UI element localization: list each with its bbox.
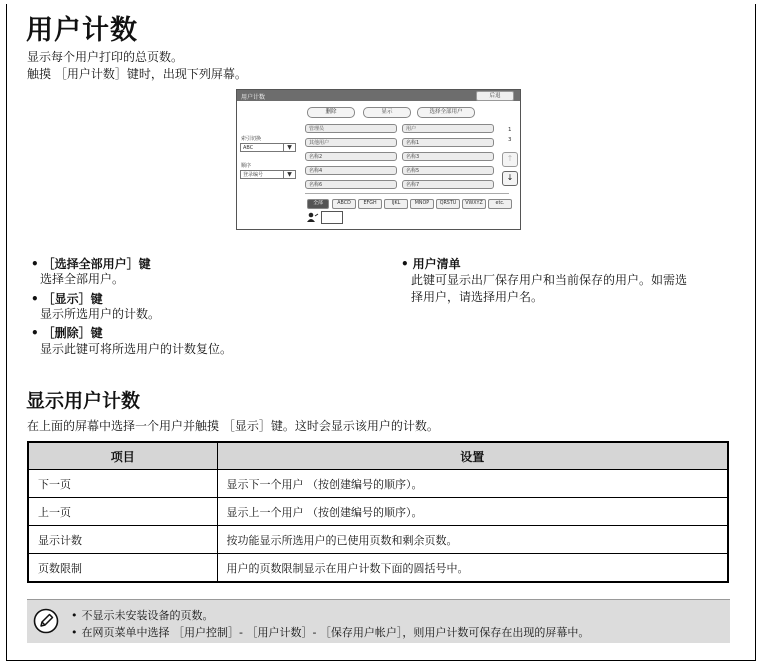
bullet-head-user-list: • 用户清单 bbox=[401, 257, 461, 271]
tab-ijkl[interactable]: IJKL bbox=[384, 199, 408, 209]
user-item[interactable]: 名称6 bbox=[305, 180, 397, 189]
order-label: 顺序 bbox=[241, 163, 252, 169]
bullet-head-display: • ［显示］键 bbox=[31, 292, 103, 306]
intro-line-2: 触摸 ［用户计数］键时，出现下列屏幕。 bbox=[27, 67, 247, 81]
dropdown-arrow-icon: ▼ bbox=[283, 171, 295, 178]
table-cell: 用户的页数限制显示在用户计数下面的圆括号中。 bbox=[217, 554, 728, 583]
user-item[interactable]: 名称2 bbox=[305, 152, 397, 161]
divider bbox=[305, 193, 509, 194]
section-intro: 在上面的屏幕中选择一个用户并触摸 ［显示］键。这时会显示该用户的计数。 bbox=[27, 419, 439, 433]
scroll-up-icon[interactable]: ↑ bbox=[502, 152, 518, 167]
display-button[interactable]: 显示 bbox=[363, 107, 411, 118]
user-item[interactable]: 名称3 bbox=[402, 152, 494, 161]
section-title: 显示用户计数 bbox=[26, 390, 141, 412]
table-cell: 页数限制 bbox=[28, 554, 217, 583]
settings-table bbox=[27, 441, 729, 583]
bullet-text-user-list-2: 择用户，请选择用户名。 bbox=[411, 290, 544, 304]
table-header-setting: 设置 bbox=[217, 442, 728, 470]
table-cell: 按功能显示所选用户的已使用页数和剩余页数。 bbox=[217, 526, 728, 554]
table-cell: 显示计数 bbox=[28, 526, 217, 554]
table-row bbox=[28, 526, 728, 554]
user-icon bbox=[307, 212, 319, 222]
table-row bbox=[28, 554, 728, 583]
table-cell: 下一页 bbox=[28, 470, 217, 498]
table-cell: 上一页 bbox=[28, 498, 217, 526]
tab-all[interactable]: 全部 bbox=[307, 199, 329, 209]
bullet-text-display: 显示所选用户的计数。 bbox=[40, 307, 161, 321]
table-cell: 显示上一个用户 （按创建编号的顺序）。 bbox=[217, 498, 728, 526]
page-total: 3 bbox=[508, 137, 512, 143]
back-button[interactable]: 后退 bbox=[476, 91, 514, 101]
table-header-item: 项目 bbox=[28, 442, 217, 470]
screen-title: 用户计数 bbox=[241, 94, 266, 101]
screen-header bbox=[237, 90, 520, 101]
user-number-field[interactable] bbox=[321, 211, 343, 224]
device-screen bbox=[236, 89, 521, 230]
table-row bbox=[28, 498, 728, 526]
bullet-head-select-all: • ［选择全部用户］键 bbox=[31, 257, 151, 271]
bullet-head-delete: • ［删除］键 bbox=[31, 326, 103, 340]
tab-vwxyz[interactable]: VWXYZ bbox=[462, 199, 486, 209]
pencil-note-icon bbox=[33, 608, 59, 634]
bullet-text-user-list-1: 此键可显示出厂保存用户和当前保存的用户。如需选 bbox=[411, 273, 688, 287]
page-number: 1 bbox=[508, 127, 512, 133]
note-line-1: • 不显示未安装设备的页数。 bbox=[71, 609, 214, 622]
user-item[interactable]: 用户 bbox=[402, 124, 494, 133]
index-select[interactable] bbox=[240, 143, 296, 152]
table-header-row bbox=[28, 442, 728, 470]
dropdown-arrow-icon: ▼ bbox=[283, 144, 295, 151]
bullet-text-delete: 显示此键可将所选用户的计数复位。 bbox=[40, 342, 233, 356]
user-item[interactable]: 其他用户 bbox=[305, 138, 397, 147]
user-item[interactable]: 名称1 bbox=[402, 138, 494, 147]
scroll-down-icon[interactable]: ↓ bbox=[502, 171, 518, 186]
page-title: 用户计数 bbox=[26, 15, 138, 46]
tab-qrstu[interactable]: QRSTU bbox=[436, 199, 460, 209]
delete-button[interactable]: 删除 bbox=[307, 107, 355, 118]
user-item[interactable]: 名称7 bbox=[402, 180, 494, 189]
tab-abcd[interactable]: ABCD bbox=[332, 199, 356, 209]
table-cell: 显示下一个用户 （按创建编号的顺序）。 bbox=[217, 470, 728, 498]
note-box bbox=[27, 599, 730, 643]
bullet-text-select-all: 选择全部用户。 bbox=[40, 272, 125, 286]
user-item[interactable]: 管理员 bbox=[305, 124, 397, 133]
user-item[interactable]: 名称5 bbox=[402, 166, 494, 175]
select-all-button[interactable]: 选择全部用户 bbox=[417, 107, 475, 118]
tab-etc[interactable]: etc. bbox=[488, 199, 512, 209]
index-label: 索引切换 bbox=[241, 136, 262, 142]
order-value: 登录编号 bbox=[243, 172, 264, 178]
table-row bbox=[28, 470, 728, 498]
index-value: ABC bbox=[243, 145, 254, 151]
tab-mnop[interactable]: MNOP bbox=[410, 199, 434, 209]
order-select[interactable] bbox=[240, 170, 296, 179]
intro-line-1: 显示每个用户打印的总页数。 bbox=[27, 50, 184, 64]
user-item[interactable]: 名称4 bbox=[305, 166, 397, 175]
note-line-2: • 在网页菜单中选择 ［用户控制］- ［用户计数］- ［保存用户帐户］，则用户计数可保存在出现的屏幕中。 bbox=[71, 626, 590, 639]
tab-efgh[interactable]: EFGH bbox=[358, 199, 382, 209]
